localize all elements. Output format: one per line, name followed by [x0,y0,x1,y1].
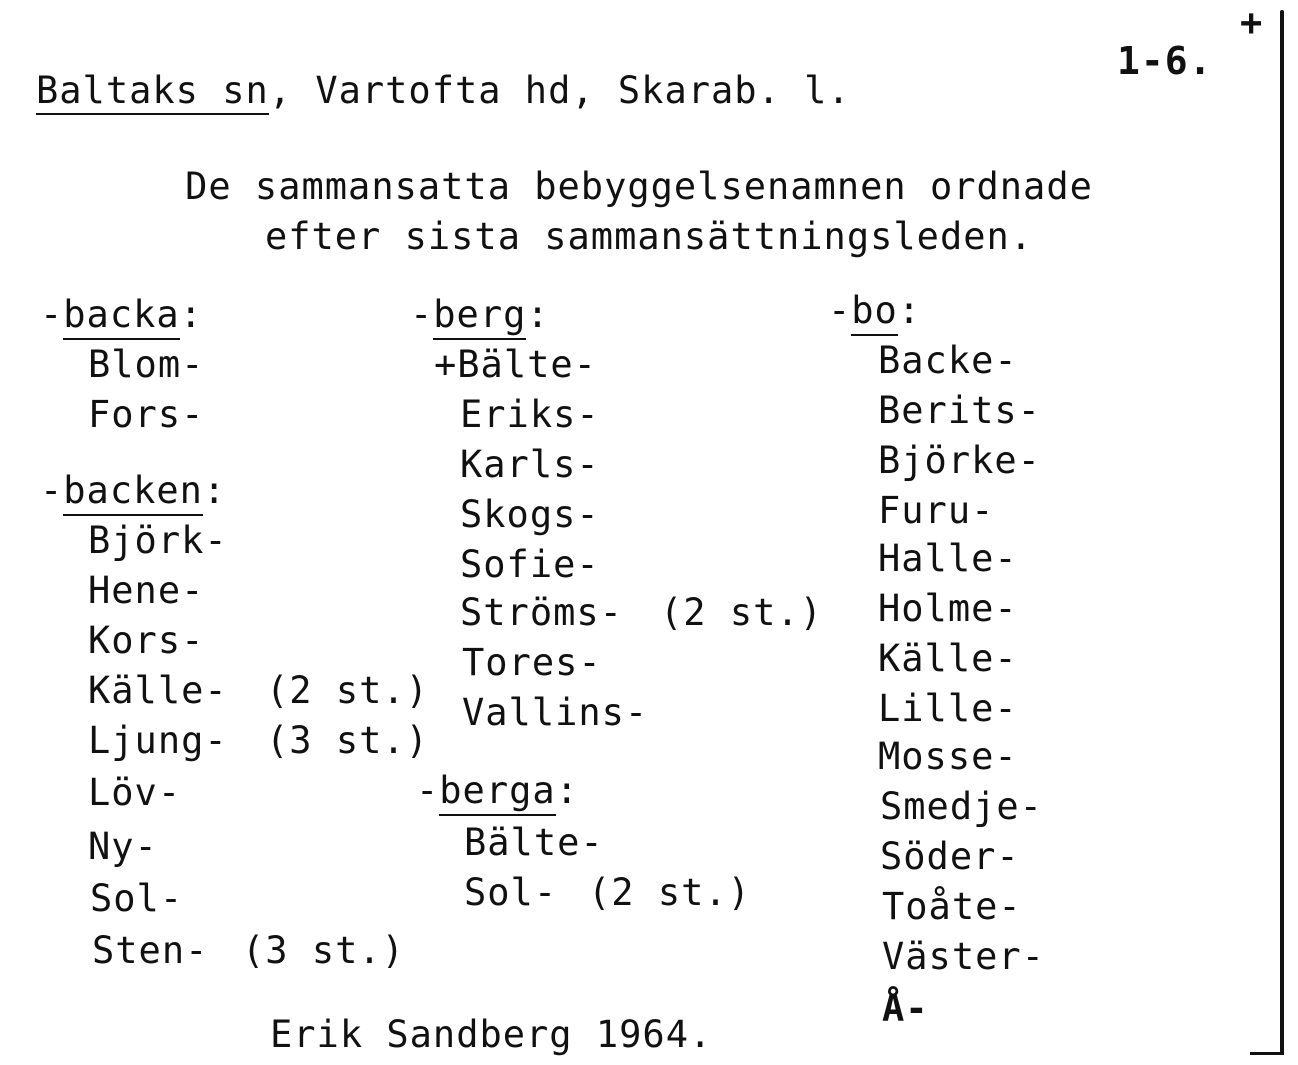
list-item: Källe- [88,669,228,712]
group-label-text: backen [63,469,203,516]
list-item: Söder- [880,835,1020,878]
card-bottom-edge [1250,1052,1284,1055]
list-item: Toåte- [882,885,1022,928]
list-item: Björk- [88,519,228,562]
list-item: Berits- [878,389,1041,432]
item-count-note: (2 st.) [266,669,429,712]
signature: Erik Sandberg 1964. [270,1013,713,1056]
group-label-text: bo [851,289,898,336]
group-label-bo: -bo: [828,292,921,329]
item-count-note: (2 st.) [660,591,823,634]
group-label-text: berg [433,293,526,340]
list-item: Å- [882,987,929,1030]
list-item: Sol- [464,871,558,914]
list-item: Ljung- [88,719,228,762]
list-item: Sofie- [460,543,600,586]
group-label-backen: -backen: [40,472,226,509]
list-item: Hene- [88,569,205,612]
parish-name: Baltaks sn [36,69,269,115]
list-item: Löv- [88,771,182,814]
group-label-text: backa [63,293,179,340]
list-item: Fors- [88,393,205,436]
list-item: Bälte- [464,821,604,864]
list-item: Smedje- [880,785,1043,828]
item-count-note: (3 st.) [266,719,429,762]
list-item: Eriks- [460,393,600,436]
item-count-note: (3 st.) [242,929,405,972]
heading-line-2: efter sista sammansättningsleden. [264,215,1034,258]
header-line [36,69,851,112]
list-item: Ny- [88,825,158,868]
list-item: Källe- [878,637,1018,680]
corner-plus-mark: + [1240,1,1264,44]
list-item: Sol- [90,877,184,920]
group-label-berga: -berga: [416,772,579,809]
list-item: Halle- [878,537,1018,580]
list-item: Lille- [878,687,1018,730]
group-label-text: berga [439,769,555,816]
list-item: Karls- [460,443,600,486]
header-location: , Vartofta hd, Skarab. l. [268,69,851,112]
list-item: Ströms- [460,591,623,634]
list-item: Kors- [88,619,205,662]
list-item: Blom- [88,343,205,386]
list-item: Holme- [878,587,1018,630]
list-item: Skogs- [460,493,600,536]
list-item: Björke- [878,439,1041,482]
list-item: Tores- [462,641,602,684]
heading-line-1: De sammansatta bebyggelsenamnen ordnade [185,165,1093,208]
group-label-berg: -berg: [410,296,550,333]
card-right-edge [1280,10,1284,1055]
list-item: Furu- [878,489,995,532]
list-item: Mosse- [878,735,1018,778]
list-item: Väster- [882,935,1045,978]
list-item: Vallins- [462,691,649,734]
list-item: Sten- [92,929,209,972]
card-number: 1-6. [1117,39,1213,83]
list-item: +Bälte- [434,343,597,386]
item-count-note: (2 st.) [588,871,751,914]
group-label-backa: -backa: [40,296,203,333]
list-item: Backe- [878,339,1018,382]
